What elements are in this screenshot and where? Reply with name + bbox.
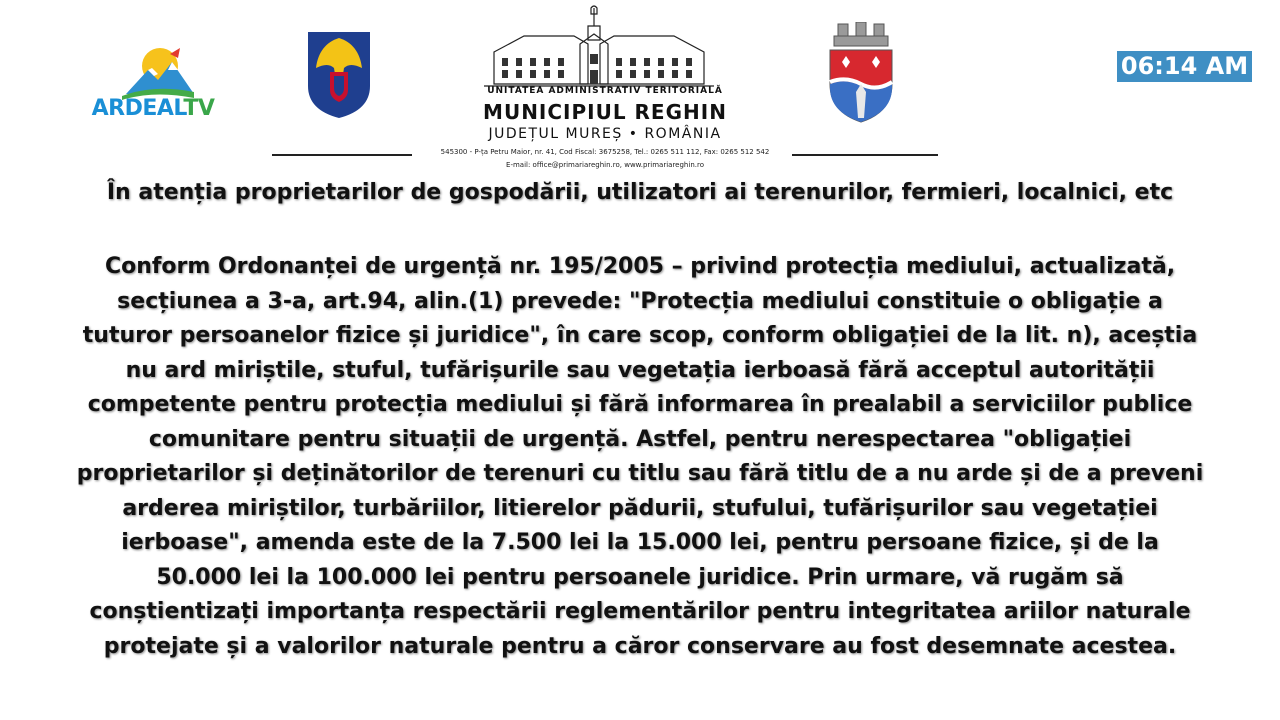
- notice-line: conștientizați importanța respectării reglementărilor pentru integritatea ariilor naturale: [89, 599, 1191, 624]
- notice-line: ierboase", amenda este de la 7.500 lei la 15.000 lei, pentru persoane fizice, și de la: [121, 530, 1159, 555]
- notice-line: proprietarilor și deținătorilor de terenuri cu titlu sau fără titlu de a nu arde și de a preveni: [76, 461, 1204, 486]
- clock-time: 06:14 AM: [1117, 51, 1252, 82]
- notice-line: secțiunea a 3-a, art.94, alin.(1) prevede: "Protecția mediului constituie o obligație a: [117, 288, 1163, 314]
- notice-line: protejate și a valorilor naturale pentru a căror conservare au fost desemnate acestea.: [103, 633, 1177, 659]
- notice-body: [30, 250, 1250, 664]
- logo-text: ARDEALTV: [91, 96, 215, 121]
- town-hall-drawing: [484, 4, 714, 88]
- mountain-sun-icon: [82, 44, 224, 102]
- ardeal-tv-logo: [82, 44, 224, 122]
- reghin-coat-of-arms-icon: [826, 22, 896, 126]
- letterhead-municipality: MUNICIPIUL REGHIN: [483, 100, 727, 124]
- notice-line: Conform Ordonanței de urgență nr. 195/2005 – privind protecția mediului, actualizată,: [104, 254, 1176, 279]
- letterhead-email: E-mail: office@primariareghin.ro, www.primariareghin.ro: [506, 161, 704, 169]
- notice-line: arderea miriștilor, turbăriilor, litierelor pădurii, stufului, tufărișurilor sau vegetației: [122, 495, 1158, 521]
- notice-line: 50.000 lei la 100.000 lei pentru persoanele juridice. Prin urmare, vă rugăm să: [156, 564, 1124, 590]
- notice-heading: În atenția proprietarilor de gospodării, utilizatori ai terenurilor, fermieri, localnici, etc: [106, 180, 1174, 205]
- letterhead-county: JUDEȚUL MUREȘ • ROMÂNIA: [488, 126, 722, 142]
- notice-line: comunitare pentru situații de urgență. Astfel, pentru nerespectarea "obligației: [148, 426, 1132, 452]
- notice-line: tuturor persoanelor fizice și juridice", în care scop, conform obligației de la lit. n), aceștia: [82, 323, 1198, 348]
- notice-line: nu ard miriștile, stuful, tufărișurile sau vegetația ierboasă fără acceptul autorității: [125, 357, 1155, 383]
- letterhead-address: 545300 - P-ța Petru Maior, nr. 41, Cod Fiscal: 3675258, Tel.: 0265 511 112, Fax: 0265 512 542: [440, 148, 770, 156]
- notice-line: competente pentru protecția mediului și fără informarea în prealabil a serviciilor publice: [87, 392, 1193, 417]
- letterhead-unit: UNITATEA ADMINISTRATIV TERITORIALĂ: [487, 86, 723, 96]
